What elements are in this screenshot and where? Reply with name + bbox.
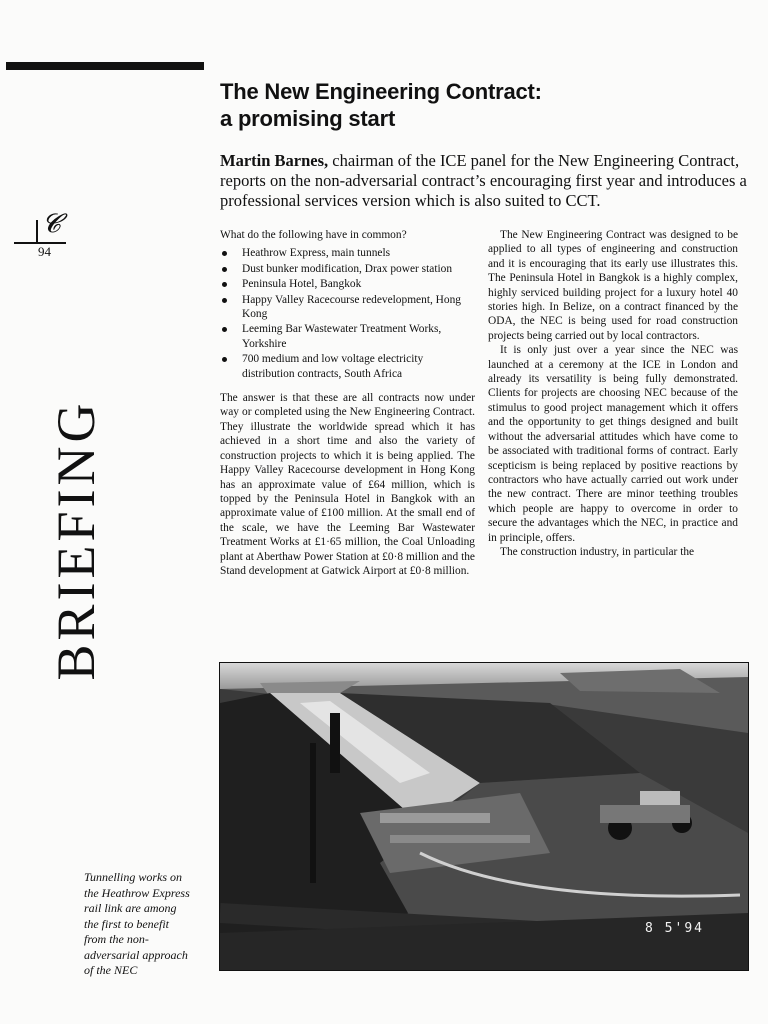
section-label-text: BRIEFING bbox=[46, 399, 106, 681]
title-line-1: The New Engineering Contract: bbox=[220, 79, 542, 104]
page-number: 94 bbox=[38, 244, 51, 259]
caption-line: adversarial approach bbox=[84, 947, 188, 962]
column-left bbox=[220, 228, 475, 582]
photo-caption bbox=[84, 870, 208, 979]
caption-line: the first to benefit bbox=[84, 916, 169, 931]
top-rule bbox=[6, 62, 204, 70]
list-item: Leeming Bar Wastewater Treatment Works, Yorkshire bbox=[220, 322, 475, 351]
caption-line: Tunnelling works on bbox=[84, 870, 183, 884]
title-line-2: a promising start bbox=[220, 106, 396, 131]
column-right bbox=[488, 228, 738, 559]
logo-stem bbox=[36, 220, 38, 244]
ice-monogram-icon: 𝓒 bbox=[42, 209, 61, 238]
construction-photo bbox=[219, 662, 749, 971]
caption-line: the Heathrow Express bbox=[84, 885, 190, 900]
list-item: Happy Valley Racecourse redevelopment, Hong Kong bbox=[220, 293, 475, 322]
caption-line: rail link are among bbox=[84, 901, 177, 915]
body-paragraph: It is only just over a year since the NEC was launched at a ceremony at the ICE in London and already its versatility is being fully demonstrated. Clients for projects are choosing NEC because of the stimulus to good project management which it offers and the opportunity to get things designed and built without the adversarial attitudes which have come to be associated with traditional forms of contract. Early scepticism is being replaced by positive reactions by contractors who have actually carried out work under the new contract. There are minor teething troubles which people are happy to overcome in order to secure the advantages which the NEC, in practice and in principle, offers. bbox=[488, 344, 738, 544]
body-paragraph: The construction industry, in particular the bbox=[500, 545, 695, 558]
standfirst bbox=[220, 151, 748, 211]
article-title bbox=[220, 78, 740, 132]
caption-line: from the non- bbox=[84, 932, 149, 946]
project-list bbox=[220, 246, 475, 381]
caption-line: of the NEC bbox=[84, 963, 138, 977]
list-item: Peninsula Hotel, Bangkok bbox=[220, 277, 475, 291]
list-item: Heathrow Express, main tunnels bbox=[220, 246, 475, 260]
photo-date-stamp: 8 5'94 bbox=[645, 921, 704, 936]
list-item: Dust bunker modification, Drax power station bbox=[220, 262, 475, 276]
author-name: Martin Barnes, bbox=[220, 151, 329, 170]
body-paragraph: The answer is that these are all contracts now under way or completed using the New Engineering Contract. They illustrate the worldwide spread which it has achieved in a short time and also the variety of construction projects to which it is being applied. The Happy Valley Racecourse development in Hong Kong has an approximate value of £64 million, which is topped by the Peninsula Hotel in Bangkok with an approximate value of £100 million. At the small end of the scale, we have the Leeming Bar Wastewater Treatment Works at £1·65 million, the Coal Unloading plant at Aberthaw Power Station at £0·8 million and the Stand development at Gatwick Airport at £0·8 million. bbox=[220, 392, 475, 577]
list-item: 700 medium and low voltage electricity distribution contracts, South Africa bbox=[220, 352, 475, 381]
body-paragraph: The New Engineering Contract was designed to be applied to all types of engineering and construction and it is encouraging that its early use illustrates this. The Peninsula Hotel in Bangkok is a highly complex, highly serviced building project for a luxury hotel 40 stories high. In Belize, on a contract financed by the ODA, the NEC is being used for road construction projects being carried out by local contractors. bbox=[488, 229, 738, 342]
ice-logo bbox=[6, 210, 66, 270]
intro-question: What do the following have in common? bbox=[220, 229, 407, 241]
standfirst-text: chairman of the ICE panel for the New Engineering Contract, reports on the non-adversarial contract’s encouraging first year and introduces a professional services version which is also suited to CCT. bbox=[220, 151, 747, 210]
